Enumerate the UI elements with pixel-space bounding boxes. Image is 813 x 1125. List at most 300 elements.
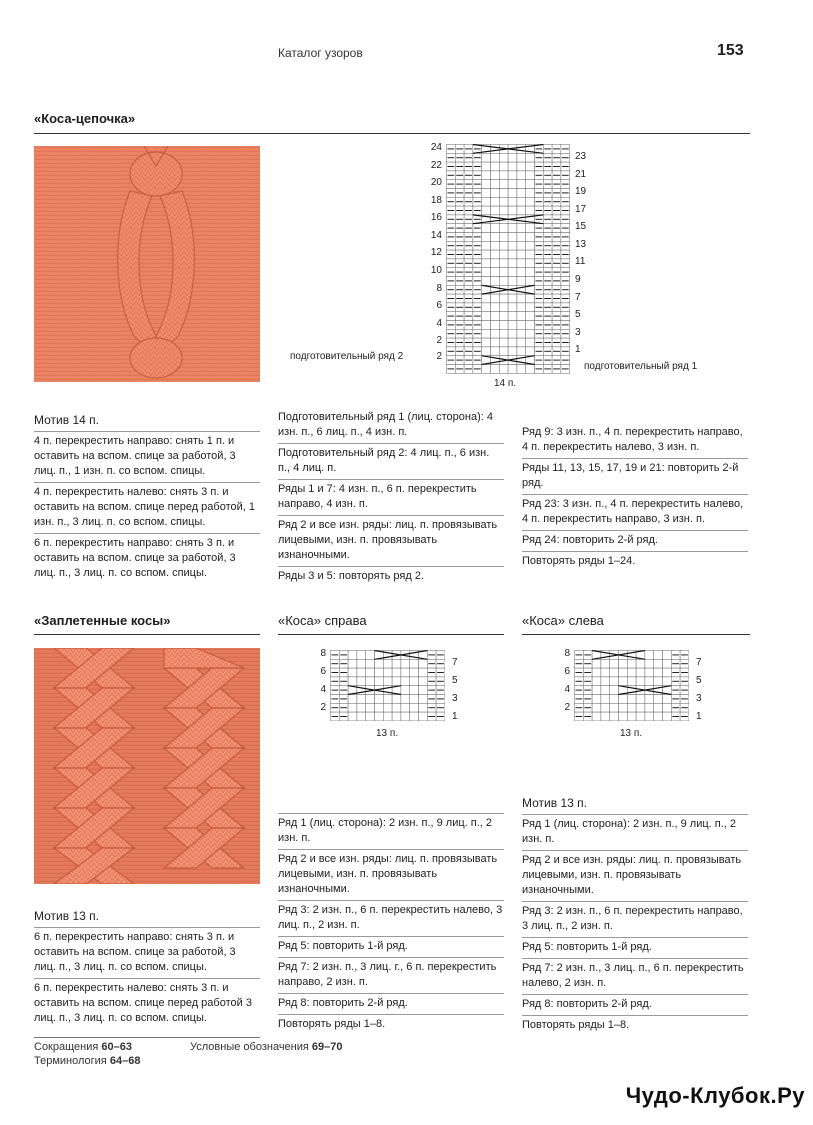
row-label: 22 xyxy=(430,160,442,171)
chart-cell xyxy=(366,668,375,677)
left-cable-title: «Коса» слева xyxy=(522,613,604,628)
chart-cell xyxy=(499,233,508,242)
chart-cell xyxy=(592,712,601,721)
chart-cell xyxy=(491,215,500,224)
chart-cell xyxy=(508,189,517,198)
chart-cell xyxy=(663,668,672,677)
chart-cell xyxy=(499,268,508,277)
chart-cell xyxy=(517,233,526,242)
chart-cell xyxy=(482,303,491,312)
chart-cell xyxy=(499,250,508,259)
chart-cell xyxy=(517,171,526,180)
row-label: 2 xyxy=(564,702,570,713)
chart-cell xyxy=(663,712,672,721)
chart-cell xyxy=(663,703,672,712)
footer-terminology-label: Терминология xyxy=(34,1055,107,1067)
chart-cell xyxy=(491,233,500,242)
chart-cell xyxy=(392,703,401,712)
chart-cell xyxy=(366,712,375,721)
chart-cell xyxy=(401,659,410,668)
chart-cell xyxy=(663,677,672,686)
chart-cell xyxy=(348,677,357,686)
instruction-item: Ряд 5: повторить 1-й ряд. xyxy=(278,936,504,957)
chart-cell xyxy=(348,695,357,704)
chart-cell xyxy=(508,321,517,330)
chart-cell xyxy=(627,659,636,668)
chart-cell xyxy=(592,668,601,677)
chart-cell xyxy=(419,668,428,677)
footer-abbreviations-label: Сокращения xyxy=(34,1041,99,1053)
chart-cell xyxy=(610,668,619,677)
chart-cell xyxy=(499,347,508,356)
chart-cell xyxy=(508,329,517,338)
instruction-item: Ряды 11, 13, 15, 17, 19 и 21: повторить 2-й ряд. xyxy=(522,458,748,494)
instruction-item: Ряд 9: 3 изн. п., 4 п. перекрестить направо, 4 п. перекрестить налево, 3 изн. п. xyxy=(522,426,743,453)
chart-cell xyxy=(383,703,392,712)
chart-cell xyxy=(636,668,645,677)
chart-grid xyxy=(446,144,570,374)
chart-cell xyxy=(491,321,500,330)
chart-cell xyxy=(636,695,645,704)
row-label: 15 xyxy=(575,221,587,232)
chart-cell xyxy=(526,329,535,338)
chart-cell xyxy=(491,277,500,286)
chart-cell xyxy=(419,686,428,695)
chart-cell xyxy=(499,277,508,286)
chart-cell xyxy=(610,695,619,704)
chart-cell xyxy=(499,224,508,233)
chart-cell xyxy=(526,180,535,189)
row-label: 3 xyxy=(575,327,581,338)
chart-cell xyxy=(419,695,428,704)
chart-cell xyxy=(491,329,500,338)
chart-cell xyxy=(601,712,610,721)
chart-cell xyxy=(517,145,526,154)
chart-cell xyxy=(601,659,610,668)
chart-cell xyxy=(517,294,526,303)
chart-cell xyxy=(491,206,500,215)
chart-cell xyxy=(619,677,628,686)
chart-cell xyxy=(592,695,601,704)
chart-cell xyxy=(619,668,628,677)
chart-cell xyxy=(482,294,491,303)
chart-cell xyxy=(636,677,645,686)
chart-cell xyxy=(419,712,428,721)
chart-cell xyxy=(419,677,428,686)
chart-grid xyxy=(330,650,445,721)
chart-cell xyxy=(401,695,410,704)
running-title: Каталог узоров xyxy=(278,46,363,60)
chart-cell xyxy=(654,677,663,686)
chart-cell xyxy=(526,259,535,268)
row-label: 10 xyxy=(430,265,442,276)
footer-terminology[interactable] xyxy=(34,1055,140,1067)
chart-cell xyxy=(508,259,517,268)
chart-cell xyxy=(375,703,384,712)
row-label: 4 xyxy=(320,684,326,695)
row-label: 3 xyxy=(696,693,702,704)
chart-cell xyxy=(592,677,601,686)
row-label: 7 xyxy=(696,657,702,668)
chart-cell xyxy=(491,259,500,268)
chart-cell xyxy=(482,321,491,330)
chart-cell xyxy=(636,712,645,721)
chart-cell xyxy=(491,347,500,356)
instruction-item: Ряд 8: повторить 2-й ряд. xyxy=(522,994,748,1015)
chart-cell xyxy=(482,338,491,347)
stitch-count-caption: 13 п. xyxy=(620,728,643,739)
chart-cell xyxy=(627,703,636,712)
instruction-item: 4 п. перекрестить направо: снять 1 п. и оставить на вспом. спице за работой, 3 лиц. п., 1 изн. п. со вспом. спицы. xyxy=(34,435,236,477)
row-label: 8 xyxy=(564,648,570,659)
chart-cell xyxy=(517,338,526,347)
chart-cell xyxy=(645,695,654,704)
chart-cell xyxy=(526,162,535,171)
chart-cell xyxy=(526,365,535,374)
chart-cell xyxy=(348,668,357,677)
chart-cell xyxy=(383,668,392,677)
motif-label: Мотив 14 п. xyxy=(34,413,260,432)
chart-cell xyxy=(517,259,526,268)
chart-cell xyxy=(482,312,491,321)
chart-cell xyxy=(508,162,517,171)
chart-cell xyxy=(627,712,636,721)
chart-cell xyxy=(401,668,410,677)
chart-cell xyxy=(491,224,500,233)
left-cable-rows-column xyxy=(522,796,748,1036)
chart-cell xyxy=(482,250,491,259)
row-label: 5 xyxy=(452,675,458,686)
row-label: 5 xyxy=(575,309,581,320)
page-number: 153 xyxy=(717,42,744,59)
chart-cell xyxy=(508,197,517,206)
row-label: 18 xyxy=(430,195,442,206)
right-cable-title: «Коса» справа xyxy=(278,613,367,628)
chart-cell xyxy=(526,224,535,233)
chart-cell xyxy=(482,153,491,162)
row-label: 23 xyxy=(575,151,587,162)
chart-cell xyxy=(526,241,535,250)
chart-cell xyxy=(654,695,663,704)
chart-cell xyxy=(627,695,636,704)
chart-cell xyxy=(601,703,610,712)
row-label: 1 xyxy=(696,711,702,722)
chart-cell xyxy=(517,329,526,338)
chart-cell xyxy=(366,651,375,660)
row-label: 9 xyxy=(575,274,581,285)
chart-cell xyxy=(627,668,636,677)
chart-cell xyxy=(508,365,517,374)
instruction-item: Ряд 8: повторить 2-й ряд. xyxy=(278,993,504,1014)
chart-cell xyxy=(517,365,526,374)
chart-cell xyxy=(619,659,628,668)
instruction-item: Ряд 7: 2 изн. п., 3 лиц. г., 6 п. перекрестить направо, 2 изн. п. xyxy=(278,957,504,993)
section-title-braided-cables: «Заплетенные косы» xyxy=(34,613,171,628)
row-label: 2 xyxy=(436,335,442,346)
chart-cell xyxy=(517,268,526,277)
motif-label: Мотив 13 п. xyxy=(34,909,260,928)
instruction-item: Подготовительный ряд 1 (лиц. сторона): 4 изн. п., 6 лиц. п., 4 изн. п. xyxy=(278,411,493,438)
chart-cell xyxy=(654,651,663,660)
row-label: 3 xyxy=(452,693,458,704)
section-divider xyxy=(34,634,260,635)
chart-cell xyxy=(645,651,654,660)
chart-cell xyxy=(526,347,535,356)
chart-cell xyxy=(482,268,491,277)
chart-cell xyxy=(517,215,526,224)
chart-cell xyxy=(392,668,401,677)
chart-cell xyxy=(375,659,384,668)
chart-cell xyxy=(499,259,508,268)
section-divider xyxy=(522,634,750,635)
chart-cell xyxy=(482,241,491,250)
chart-cell xyxy=(482,197,491,206)
chart-cell xyxy=(357,703,366,712)
chart-cell xyxy=(482,171,491,180)
row-label: 8 xyxy=(436,283,442,294)
chart-cell xyxy=(526,277,535,286)
motif-label: Мотив 13 п. xyxy=(522,796,748,815)
chart-cell xyxy=(592,703,601,712)
instruction-item: Повторять ряды 1–8. xyxy=(278,1014,504,1035)
chart-cell xyxy=(526,153,535,162)
chart-cell xyxy=(491,197,500,206)
instruction-item: 6 п. перекрестить направо: снять 3 п. и оставить на вспом. спице за работой, 3 лиц. п., 3 лиц. п. со вспом. спицы. xyxy=(34,931,236,973)
chart-cell xyxy=(508,224,517,233)
chart-cell xyxy=(610,686,619,695)
chart-cell xyxy=(517,180,526,189)
chart-cell xyxy=(401,677,410,686)
chart-cell xyxy=(508,347,517,356)
row-label: 7 xyxy=(452,657,458,668)
chart-cell xyxy=(491,294,500,303)
row-label: 4 xyxy=(564,684,570,695)
chart-cell xyxy=(499,206,508,215)
prep-row-2-label: подготовительный ряд 2 xyxy=(290,351,404,362)
chart-cell xyxy=(636,703,645,712)
chart-cell xyxy=(383,695,392,704)
chart-cell xyxy=(517,321,526,330)
chart-cell xyxy=(482,162,491,171)
chart-cell xyxy=(499,338,508,347)
chart-cell xyxy=(526,303,535,312)
chart-cell xyxy=(526,312,535,321)
chart-cell xyxy=(517,153,526,162)
chart-cell xyxy=(645,712,654,721)
chart-cell xyxy=(508,312,517,321)
footer-symbols-pages: 69–70 xyxy=(311,1041,343,1053)
chart-cell xyxy=(499,329,508,338)
chart-cell xyxy=(499,180,508,189)
footer-divider xyxy=(34,1037,260,1038)
chart-cell xyxy=(601,677,610,686)
chart-cell xyxy=(491,338,500,347)
chart-cell xyxy=(357,695,366,704)
chart-cell xyxy=(491,189,500,198)
chart-grid xyxy=(574,650,689,721)
chart-cell xyxy=(645,677,654,686)
chart-cell xyxy=(482,365,491,374)
right-cable-rows-column xyxy=(278,813,504,1035)
stitch-count-caption: 14 п. xyxy=(494,378,517,389)
chart-cell xyxy=(410,668,419,677)
footer-symbols[interactable] xyxy=(190,1041,343,1053)
row-label: 7 xyxy=(575,292,581,303)
row-label: 6 xyxy=(564,666,570,677)
chart-cell xyxy=(636,659,645,668)
chart-cell xyxy=(499,162,508,171)
chart-cell xyxy=(491,365,500,374)
chart-cell xyxy=(663,651,672,660)
chain-cable-motif-column xyxy=(34,413,260,584)
chart-cell xyxy=(482,329,491,338)
chart-cell xyxy=(366,677,375,686)
instruction-item: Повторять ряды 1–8. xyxy=(522,1015,748,1036)
row-label: 16 xyxy=(430,212,442,223)
instruction-item: Ряд 1 (лиц. сторона): 2 изн. п., 9 лиц. п., 2 изн. п. xyxy=(522,818,737,845)
chart-cell xyxy=(601,668,610,677)
chart-cell xyxy=(610,712,619,721)
row-label: 12 xyxy=(430,247,442,258)
chart-cell xyxy=(491,250,500,259)
chart-cell xyxy=(592,659,601,668)
site-watermark: Чудо-Клубок.Ру xyxy=(625,1083,805,1108)
chart-cell xyxy=(499,365,508,374)
chart-cell xyxy=(410,686,419,695)
instruction-item: Ряд 3: 2 изн. п., 6 п. перекрестить налево, 3 лиц. п., 2 изн. п. xyxy=(278,900,504,936)
row-label: 8 xyxy=(320,648,326,659)
chart-cell xyxy=(508,294,517,303)
chart-cell xyxy=(645,703,654,712)
row-label: 20 xyxy=(430,177,442,188)
chart-cell xyxy=(517,162,526,171)
chart-cell xyxy=(383,659,392,668)
row-label: 5 xyxy=(696,675,702,686)
chart-cell xyxy=(610,677,619,686)
chart-cell xyxy=(410,677,419,686)
chart-cell xyxy=(508,180,517,189)
row-label: 2 xyxy=(320,702,326,713)
chart-cell xyxy=(526,321,535,330)
chart-cell xyxy=(517,312,526,321)
chart-cell xyxy=(645,668,654,677)
chart-cell xyxy=(482,180,491,189)
footer-abbreviations-pages: 60–63 xyxy=(101,1041,132,1053)
chart-cell xyxy=(375,712,384,721)
chart-cell xyxy=(392,712,401,721)
chain-cable-swatch-photo xyxy=(34,146,260,382)
chart-cell xyxy=(392,677,401,686)
chart-cell xyxy=(366,659,375,668)
instruction-item: 6 п. перекрестить налево: снять 3 п. и оставить на вспом. спице перед работой 3 лиц. п., 3 лиц. п. со вспом. спицы. xyxy=(34,978,260,1029)
chart-cell xyxy=(401,703,410,712)
chart-cell xyxy=(482,206,491,215)
stitch-count-caption: 13 п. xyxy=(376,728,399,739)
chart-cell xyxy=(526,189,535,198)
chart-cell xyxy=(508,250,517,259)
chart-cell xyxy=(517,347,526,356)
chart-cell xyxy=(526,171,535,180)
chart-cell xyxy=(482,347,491,356)
footer-symbols-label: Условные обозначения xyxy=(190,1041,309,1053)
chart-cell xyxy=(610,659,619,668)
prep-row-1-label: подготовительный ряд 1 xyxy=(584,361,698,372)
left-cable-chart xyxy=(574,650,689,726)
row-label: 24 xyxy=(430,142,442,153)
chain-cable-rows-column-2 xyxy=(522,423,748,572)
chart-cell xyxy=(517,303,526,312)
chart-cell xyxy=(499,189,508,198)
chart-cell xyxy=(348,703,357,712)
row-label: 17 xyxy=(575,204,587,215)
instruction-item: Ряд 23: 3 изн. п., 4 п. перекрестить налево, 4 п. перекрестить направо, 3 изн. п. xyxy=(522,494,748,530)
chart-cell xyxy=(410,703,419,712)
chart-cell xyxy=(410,712,419,721)
chart-cell xyxy=(663,659,672,668)
chart-cell xyxy=(499,241,508,250)
chart-cell xyxy=(491,171,500,180)
instruction-item: Ряд 2 и все изн. ряды: лиц. п. провязывать лицевыми, изн. п. провязывать изнаночными. xyxy=(522,850,748,901)
chain-cable-chart xyxy=(446,144,570,379)
instruction-item: Ряды 1 и 7: 4 изн. п., 6 п. перекрестить направо, 4 изн. п. xyxy=(278,479,504,515)
instruction-item: Ряд 24: повторить 2-й ряд. xyxy=(522,530,748,551)
chart-cell xyxy=(499,171,508,180)
chart-cell xyxy=(654,659,663,668)
chart-cell xyxy=(526,250,535,259)
chart-cell xyxy=(508,171,517,180)
chart-cell xyxy=(348,651,357,660)
chain-cable-rows-column-1 xyxy=(278,408,504,587)
chart-cell xyxy=(508,277,517,286)
chart-cell xyxy=(357,651,366,660)
chart-cell xyxy=(375,695,384,704)
row-label: 1 xyxy=(452,711,458,722)
chart-cell xyxy=(482,233,491,242)
chart-cell xyxy=(491,303,500,312)
chart-cell xyxy=(508,153,517,162)
chart-cell xyxy=(526,197,535,206)
chart-cell xyxy=(601,695,610,704)
chart-cell xyxy=(357,712,366,721)
row-label: 11 xyxy=(575,256,586,267)
chart-cell xyxy=(526,338,535,347)
chart-cell xyxy=(499,153,508,162)
chart-cell xyxy=(619,703,628,712)
chart-cell xyxy=(491,162,500,171)
chart-cell xyxy=(517,224,526,233)
chart-cell xyxy=(526,268,535,277)
chart-cell xyxy=(357,677,366,686)
row-label: 19 xyxy=(575,186,587,197)
chart-cell xyxy=(499,312,508,321)
instruction-item: Ряд 2 и все изн. ряды: лиц. п. провязывать лицевыми, изн. п. провязывать изнаночными. xyxy=(278,849,504,900)
instruction-item: Ряд 5: повторить 1-й ряд. xyxy=(522,937,748,958)
chart-cell xyxy=(517,197,526,206)
chart-cell xyxy=(508,303,517,312)
chart-cell xyxy=(517,206,526,215)
instruction-item: Ряд 7: 2 изн. п., 3 лиц. п., 6 п. перекрестить налево, 2 изн. п. xyxy=(522,958,748,994)
instruction-item: Ряд 1 (лиц. сторона): 2 изн. п., 9 лиц. п., 2 изн. п. xyxy=(278,813,504,849)
chart-cell xyxy=(419,703,428,712)
chart-cell xyxy=(526,233,535,242)
chart-cell xyxy=(601,686,610,695)
braided-cables-motif-column xyxy=(34,909,260,1029)
row-label: 1 xyxy=(575,344,581,355)
footer-abbreviations[interactable] xyxy=(34,1041,132,1053)
section-divider xyxy=(278,634,504,635)
instruction-item: Подготовительный ряд 2: 4 лиц. п., 6 изн. п., 4 лиц. п. xyxy=(278,443,504,479)
chart-cell xyxy=(348,712,357,721)
